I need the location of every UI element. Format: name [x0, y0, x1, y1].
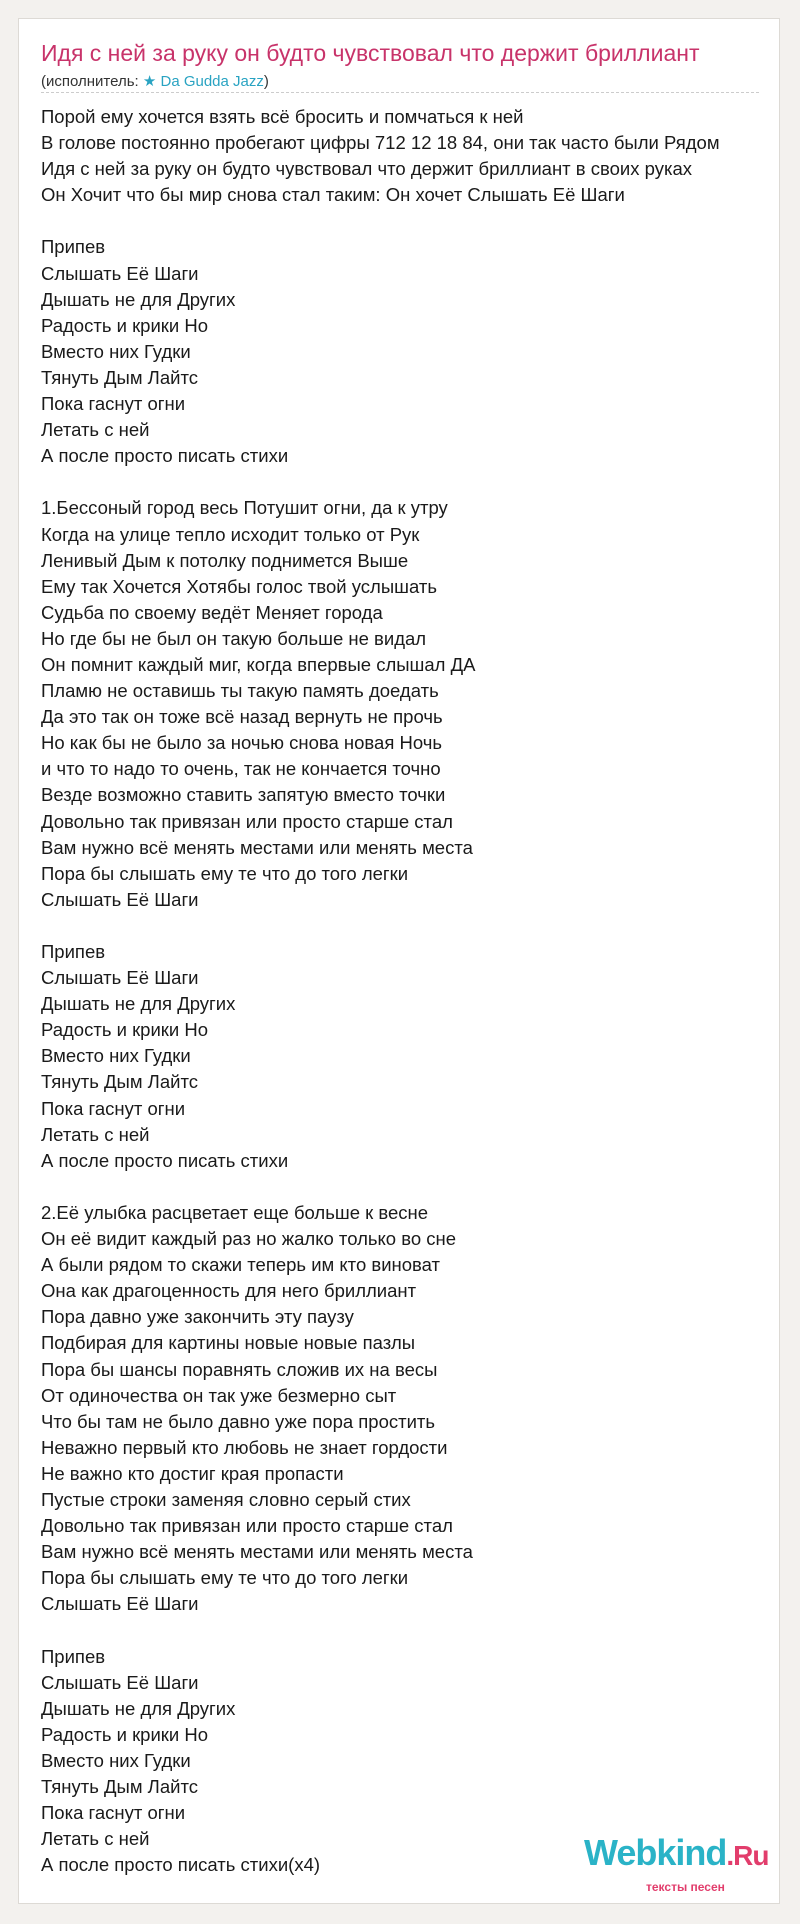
- logo-tagline: тексты песен: [646, 1880, 725, 1894]
- lyrics-blank-line: [41, 913, 791, 939]
- lyrics-line: Вместо них Гудки: [41, 340, 191, 362]
- lyrics-line: Но где бы не был он такую больше не видал: [41, 627, 427, 649]
- lyrics-line: Ему так Хочется Хотябы голос твой услышать: [41, 575, 437, 597]
- lyrics-line: Не важно кто достиг края пропасти: [41, 1462, 344, 1484]
- performer-suffix: ): [263, 73, 269, 90]
- lyrics-body: [41, 104, 791, 1878]
- lyrics-line: Летать с ней: [41, 1123, 150, 1145]
- lyrics-line: Порой ему хочется взять всё бросить и помчаться к ней: [41, 106, 524, 127]
- lyrics-line: Пора бы слышать ему те что до того легки: [41, 862, 409, 884]
- lyrics-line: Судьба по своему ведёт Меняет города: [41, 601, 383, 623]
- lyrics-line: Что бы там не было давно уже пора простить: [41, 1410, 436, 1432]
- lyrics-line: Пока гаснут огни: [41, 1802, 186, 1824]
- lyrics-line: и что то надо то очень, так не кончается точно: [41, 758, 441, 780]
- lyrics-line: В голове постоянно пробегают цифры 712 12 18 84, они так часто были Рядом: [41, 132, 720, 154]
- lyrics-line: Она как драгоценность для него бриллиант: [41, 1280, 417, 1302]
- lyrics-blank-line: [41, 1617, 791, 1643]
- lyrics-line: Везде возможно ставить запятую вместо точки: [41, 784, 446, 806]
- lyrics-line: Пора бы шансы поравнять сложив их на весы: [41, 1358, 438, 1380]
- logo-tld: .Ru: [726, 1840, 769, 1871]
- lyrics-line: А после просто писать стихи: [41, 1149, 289, 1171]
- lyrics-line: Вместо них Гудки: [41, 1749, 191, 1771]
- lyrics-line: Летать с ней: [41, 1828, 150, 1850]
- lyrics-line: Припев: [41, 236, 106, 258]
- performer-prefix: (исполнитель:: [41, 73, 143, 90]
- lyrics-line: Вам нужно всё менять местами или менять места: [41, 836, 473, 858]
- lyrics-line: Пора давно уже закончить эту паузу: [41, 1306, 354, 1328]
- lyrics-line: Пока гаснут огни: [41, 1097, 186, 1119]
- logo-main-text: Webkind: [584, 1832, 727, 1873]
- lyrics-line: Вместо них Гудки: [41, 1045, 191, 1067]
- lyrics-line: Припев: [41, 1645, 106, 1667]
- lyrics-line: Радость и крики Но: [41, 1723, 209, 1745]
- lyrics-line: Тянуть Дым Лайтс: [41, 366, 198, 388]
- lyrics-line: Пламю не оставишь ты такую память доедать: [41, 680, 439, 702]
- lyrics-line: Неважно первый кто любовь не знает гордости: [41, 1436, 448, 1458]
- lyrics-line: Дышать не для Других: [41, 993, 236, 1015]
- lyrics-line: Он Хочит что бы мир снова стал таким: Он хочет Слышать Её Шаги: [41, 184, 625, 206]
- lyrics-line: Дышать не для Других: [41, 1697, 236, 1719]
- lyrics-line: Вам нужно всё менять местами или менять места: [41, 1541, 473, 1563]
- lyrics-line: А после просто писать стихи(x4): [41, 1854, 321, 1876]
- lyrics-line: Слышать Её Шаги: [41, 967, 199, 989]
- lyrics-line: Пустые строки заменяя словно серый стих: [41, 1488, 411, 1510]
- lyrics-line: Слышать Её Шаги: [41, 1593, 199, 1615]
- lyrics-line: Радость и крики Но: [41, 314, 209, 336]
- lyrics-blank-line: [41, 208, 791, 234]
- artist-link[interactable]: ★ Da Gudda Jazz: [142, 73, 264, 90]
- lyrics-blank-line: [41, 1174, 791, 1200]
- song-title: Идя с ней за руку он будто чувствовал что держит бриллиант: [41, 40, 700, 66]
- lyrics-line: Он её видит каждый раз но жалко только во сне: [41, 1228, 457, 1250]
- lyrics-line: Радость и крики Но: [41, 1019, 209, 1041]
- performer-line: [41, 72, 269, 90]
- lyrics-line: Припев: [41, 941, 106, 962]
- lyrics-line: 1.Бессоный город весь Потушит огни, да к утру: [41, 497, 448, 519]
- lyrics-line: А после просто писать стихи: [41, 445, 289, 467]
- lyrics-line: Довольно так привязан или просто старше стал: [41, 810, 453, 832]
- lyrics-line: А были рядом то скажи теперь им кто виноват: [41, 1254, 441, 1276]
- lyrics-line: Идя с ней за руку он будто чувствовал что держит бриллиант в своих руках: [41, 158, 693, 180]
- site-logo[interactable]: [584, 1832, 780, 1908]
- lyrics-line: Ленивый Дым к потолку поднимется Выше: [41, 549, 409, 571]
- lyrics-line: Слышать Её Шаги: [41, 1671, 199, 1693]
- lyrics-line: 2.Её улыбка расцветает еще больше к весне: [41, 1201, 429, 1223]
- lyrics-line: Он помнит каждый миг, когда впервые слышал ДА: [41, 653, 476, 675]
- lyrics-line: Довольно так привязан или просто старше стал: [41, 1515, 453, 1537]
- title-divider: [41, 92, 759, 93]
- lyrics-line: Дышать не для Других: [41, 288, 236, 310]
- lyrics-line: Но как бы не было за ночью снова новая Ночь: [41, 732, 443, 754]
- logo-wordmark: [584, 1832, 768, 1874]
- lyrics-line: Слышать Её Шаги: [41, 888, 199, 910]
- lyrics-line: Летать с ней: [41, 419, 150, 441]
- lyrics-line: Да это так он тоже всё назад вернуть не прочь: [41, 706, 443, 728]
- lyrics-line: Пора бы слышать ему те что до того легки: [41, 1567, 409, 1589]
- lyrics-line: Подбирая для картины новые новые пазлы: [41, 1332, 416, 1354]
- lyrics-line: Тянуть Дым Лайтс: [41, 1776, 198, 1797]
- lyrics-line: От одиночества он так уже безмерно сыт: [41, 1384, 397, 1406]
- lyrics-line: Пока гаснут огни: [41, 393, 186, 415]
- lyrics-line: Слышать Её Шаги: [41, 262, 199, 284]
- lyrics-line: Тянуть Дым Лайтс: [41, 1071, 198, 1093]
- lyrics-blank-line: [41, 469, 791, 495]
- lyrics-line: Когда на улице тепло исходит только от Рук: [41, 523, 420, 545]
